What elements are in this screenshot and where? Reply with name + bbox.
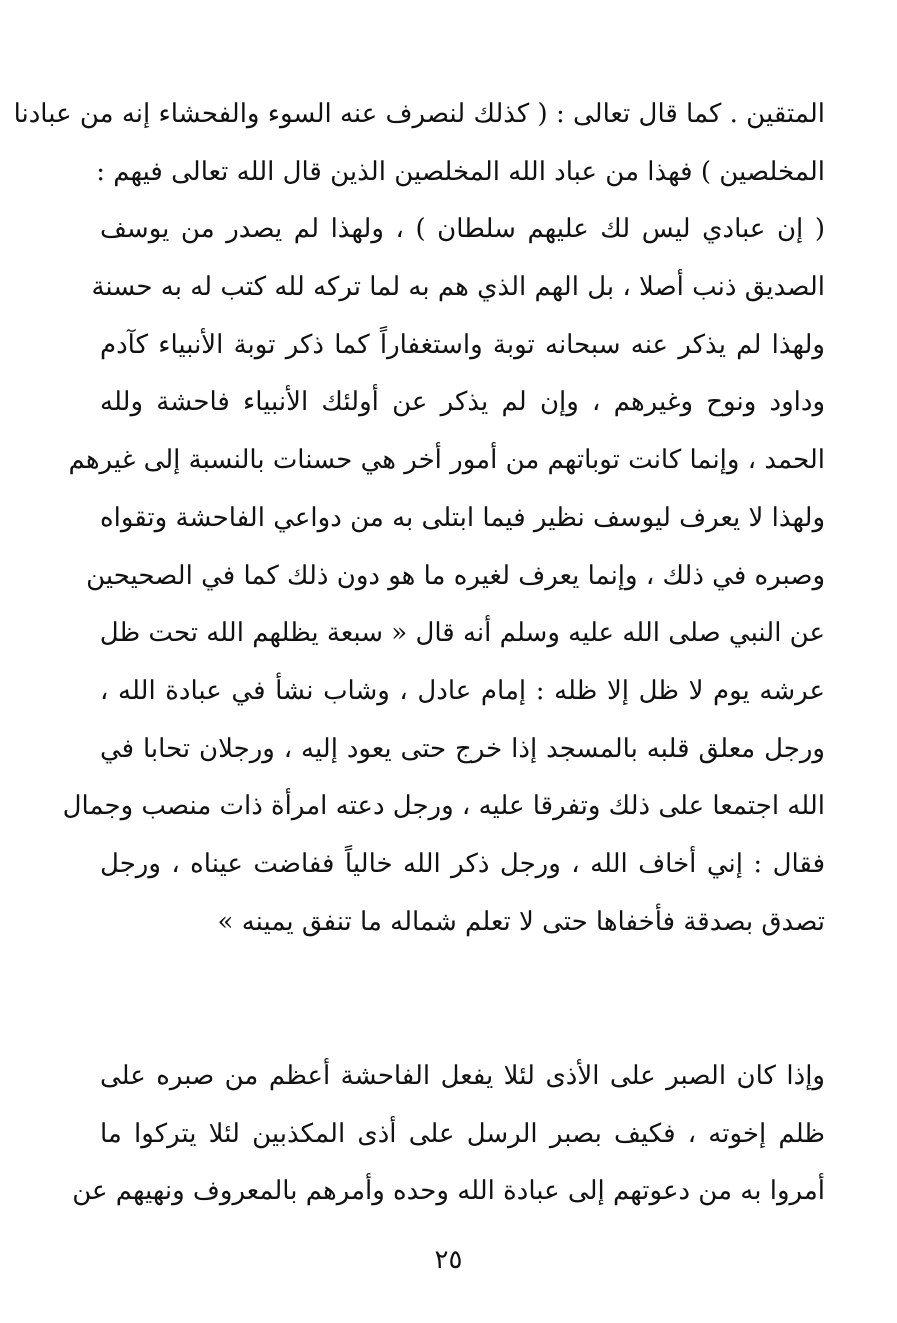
- text-line: المخلصين ) فهذا من عباد الله المخلصين الذين قال الله تعالى فيهم :: [96, 156, 825, 187]
- text-line: ورجل معلق قلبه بالمسجد إذا خرج حتى يعود إليه ، ورجلان تحابا في: [100, 733, 825, 764]
- text-line: ظلم إخوته ، فكيف بصبر الرسل على أذى المكذبين لئلا يتركوا ما: [100, 1118, 825, 1149]
- text-line: وإذا كان الصبر على الأذى لئلا يفعل الفاحشة أعظم من صبره على: [100, 1061, 825, 1091]
- text-line: الله اجتمعا على ذلك وتفرقا عليه ، ورجل دعته امرأة ذات منصب وجمال: [62, 791, 825, 822]
- text-line: أمروا به من دعوتهم إلى عبادة الله وحده وأمرهم بالمعروف ونهيهم عن: [72, 1176, 825, 1207]
- text-line: عن النبي صلى الله عليه وسلم أنه قال « سبعة يظلهم الله تحت ظل: [99, 618, 825, 649]
- page-number: ٢٥: [434, 1245, 463, 1275]
- text-line: ( إن عبادي ليس لك عليهم سلطان ) ، ولهذا لم يصدر من يوسف: [100, 214, 825, 245]
- paragraph-2: [72, 1048, 825, 1221]
- text-line: ولهذا لم يذكر عنه سبحانه توبة واستغفاراً كما ذكر توبة الأنبياء كآدم: [100, 329, 825, 360]
- text-line: وداود ونوح وغيرهم ، وإن لم يذكر عن أولئك الأنبياء فاحشة ولله: [100, 387, 825, 418]
- text-line: تصدق بصدقة فأخفاها حتى لا تعلم شماله ما تنفق يمينه »: [217, 906, 825, 937]
- text-line: الصديق ذنب أصلا ، بل الهم الذي هم به لما تركه لله كتب له به حسنة: [91, 272, 825, 303]
- text-line: فقال : إني أخاف الله ، ورجل ذكر الله خالياً ففاضت عيناه ، ورجل: [100, 848, 825, 879]
- text-line: ولهذا لا يعرف ليوسف نظير فيما ابتلى به من دواعي الفاحشة وتقواه: [100, 502, 825, 533]
- text-line: الحمد ، وإنما كانت توباتهم من أمور أخر هي حسنات بالنسبة إلى غيرهم: [68, 445, 825, 476]
- text-line: عرشه يوم لا ظل إلا ظله : إمام عادل ، وشاب نشأ في عبادة الله ،: [100, 675, 825, 706]
- paragraph-1: [13, 86, 825, 951]
- text-line: المتقين . كما قال تعالى : ( كذلك لنصرف عنه السوء والفحشاء إنه من عبادنا: [13, 99, 825, 129]
- text-line: وصبره في ذلك ، وإنما يعرف لغيره ما هو دون ذلك كما في الصحيحين: [86, 560, 825, 591]
